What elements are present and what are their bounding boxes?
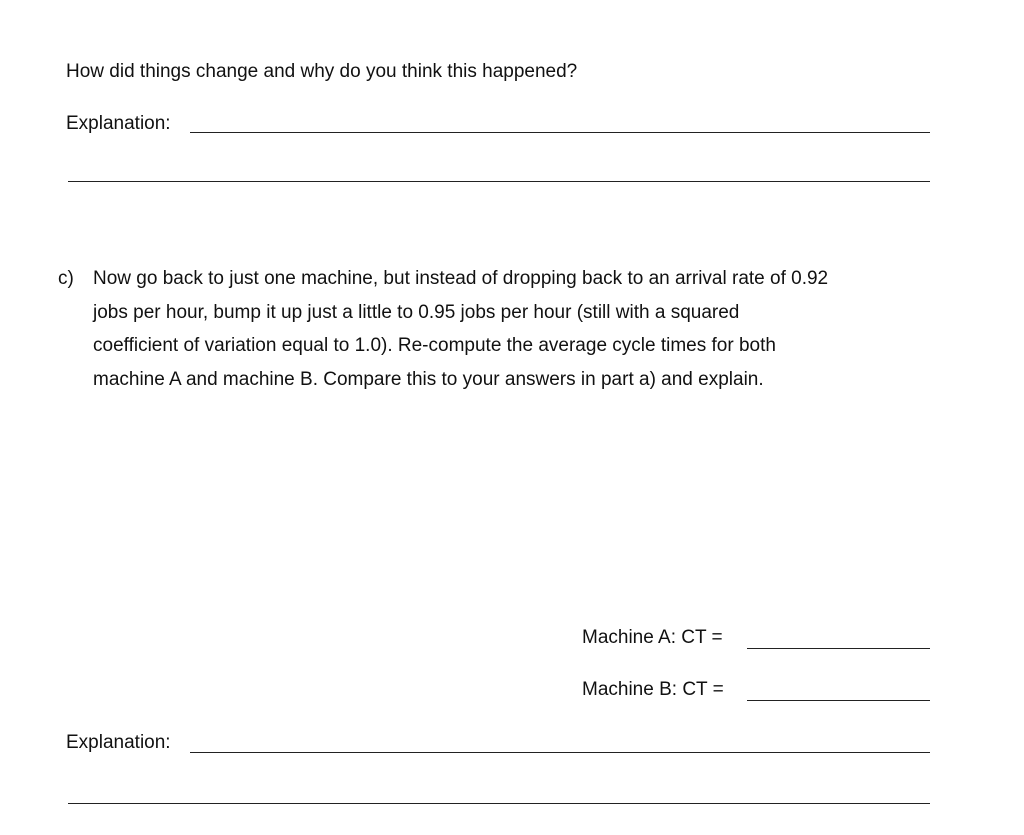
question-c-line-2: jobs per hour, bump it up just a little to 0.95 jobs per hour (still with a squared (93, 301, 740, 323)
question-c-line-3: coefficient of variation equal to 1.0). Re-compute the average cycle times for both (93, 335, 776, 356)
machine-b-ct-answer-line[interactable] (747, 700, 930, 701)
explanation-label-c: Explanation: (66, 732, 171, 753)
explanation-answer-line[interactable] (190, 132, 930, 133)
explanation-c-answer-line-continued[interactable] (68, 803, 930, 804)
explanation-label: Explanation: (66, 113, 171, 134)
followup-question-text: How did things change and why do you think this happened? (66, 61, 578, 82)
question-c-line-4: machine A and machine B. Compare this to your answers in part a) and explain. (93, 368, 764, 390)
machine-a-ct-answer-line[interactable] (747, 648, 930, 649)
explanation-c-answer-line[interactable] (190, 752, 930, 753)
question-c-line-1: Now go back to just one machine, but instead of dropping back to an arrival rate of 0.92 (93, 268, 829, 289)
machine-b-ct-label: Machine B: CT = (582, 679, 724, 700)
question-c-marker: c) (58, 268, 74, 289)
question-c-text (93, 262, 828, 396)
machine-a-ct-label: Machine A: CT = (582, 627, 723, 648)
explanation-answer-line-continued[interactable] (68, 181, 930, 182)
